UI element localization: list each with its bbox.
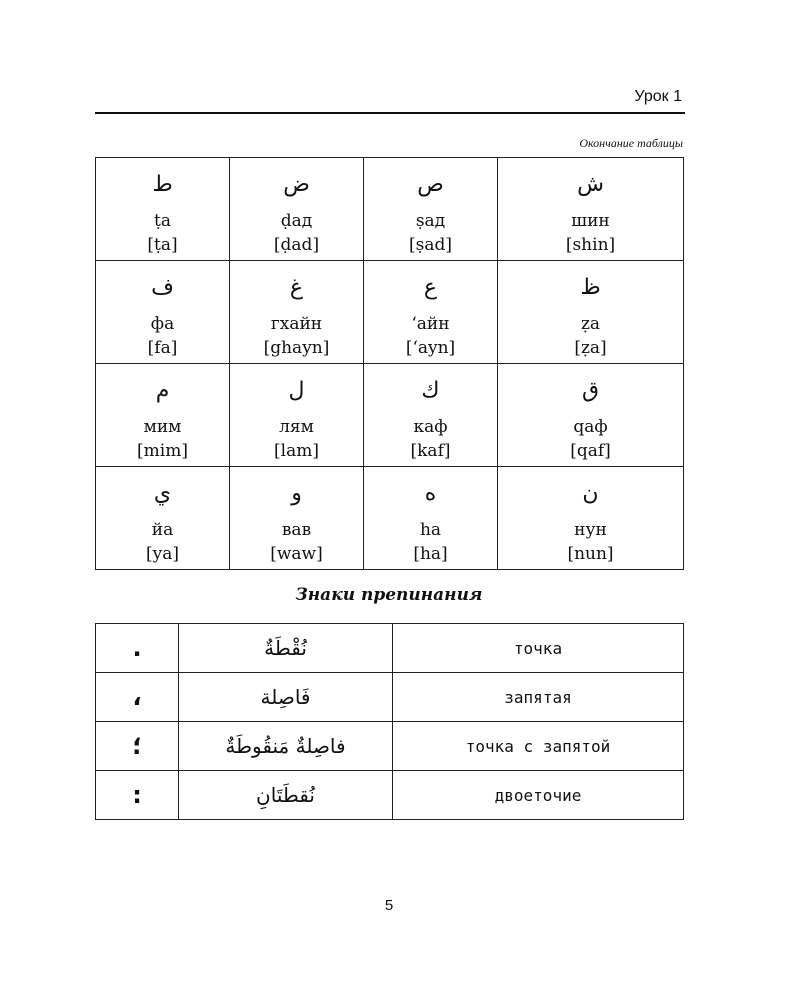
arabic-term: فَاصِلة xyxy=(260,685,311,709)
punctuation-table xyxy=(95,623,684,820)
arabic-letter: ش xyxy=(577,172,604,197)
letter-transliteration: [ṣad] xyxy=(408,235,452,255)
letter-cell xyxy=(230,364,364,467)
letter-name: ḍад xyxy=(280,211,313,231)
letter-transliteration: [waw] xyxy=(270,544,323,564)
letter-name: фа xyxy=(150,314,175,334)
letter-cell xyxy=(364,261,498,364)
letter-name: вав xyxy=(281,520,312,540)
letter-name: нун xyxy=(574,520,607,540)
alphabet-table xyxy=(95,157,684,570)
alphabet-row xyxy=(96,467,684,570)
punctuation-row xyxy=(96,722,684,771)
arabic-letter: ف xyxy=(151,275,174,300)
letter-transliteration: [ṭa] xyxy=(147,235,178,255)
punctuation-row xyxy=(96,624,684,673)
arabic-letter: ق xyxy=(581,378,600,403)
symbol-glyph: ؛ xyxy=(132,732,142,760)
letter-cell xyxy=(96,261,230,364)
letter-cell xyxy=(364,467,498,570)
symbol-glyph: ، xyxy=(132,683,142,711)
letter-name: ẓа xyxy=(580,314,601,334)
arabic-letter: م xyxy=(155,378,170,403)
letter-cell xyxy=(498,261,684,364)
alphabet-row xyxy=(96,261,684,364)
arabic-letter: غ xyxy=(289,275,304,300)
letter-cell xyxy=(230,261,364,364)
lesson-header: Урок 1 xyxy=(634,88,682,105)
arabic-letter: ه xyxy=(424,481,437,506)
arabic-letter: ع xyxy=(423,275,438,300)
letter-cell xyxy=(96,364,230,467)
arabic-letter: ن xyxy=(582,481,599,506)
letter-name: йа xyxy=(151,520,174,540)
russian-term-cell xyxy=(393,624,684,673)
russian-term: запятая xyxy=(504,687,572,707)
letter-transliteration: [lam] xyxy=(274,441,319,461)
punctuation-symbol xyxy=(96,771,179,820)
letter-name: шин xyxy=(571,211,610,231)
letter-name: лям xyxy=(279,417,314,437)
letter-transliteration: [fa] xyxy=(147,338,178,358)
alphabet-row xyxy=(96,364,684,467)
letter-transliteration: [kaf] xyxy=(410,441,451,461)
letter-transliteration: [ya] xyxy=(145,544,179,564)
symbol-glyph: . xyxy=(132,634,142,662)
arabic-term-cell xyxy=(179,771,393,820)
punctuation-symbol xyxy=(96,624,179,673)
arabic-term-cell xyxy=(179,673,393,722)
letter-cell xyxy=(96,467,230,570)
letter-transliteration: [nun] xyxy=(567,544,614,564)
arabic-term: نُقطَتَانِ xyxy=(256,783,315,807)
letter-name: ṭа xyxy=(154,211,171,231)
letter-name: мим xyxy=(143,417,182,437)
punctuation-symbol xyxy=(96,722,179,771)
russian-term-cell xyxy=(393,771,684,820)
arabic-term-cell xyxy=(179,722,393,771)
page-number: 5 xyxy=(384,897,394,914)
letter-name: ha xyxy=(419,520,442,540)
letter-cell xyxy=(498,467,684,570)
letter-name: ʻайн xyxy=(411,314,450,334)
alphabet-row xyxy=(96,158,684,261)
letter-cell xyxy=(498,158,684,261)
letter-transliteration: [ghayn] xyxy=(263,338,330,358)
russian-term: двоеточие xyxy=(494,785,582,805)
russian-term-cell xyxy=(393,673,684,722)
letter-name: qаф xyxy=(573,417,608,437)
letter-cell xyxy=(364,158,498,261)
letter-cell xyxy=(364,364,498,467)
arabic-term: نُقْطَةٌ xyxy=(264,636,307,660)
arabic-term: فاصِلةٌ مَنقُوطَةٌ xyxy=(225,734,346,758)
arabic-letter: ط xyxy=(152,172,173,197)
arabic-letter: ل xyxy=(288,378,305,403)
arabic-letter: ظ xyxy=(580,275,601,300)
punctuation-heading: Знаки препинания xyxy=(295,585,483,605)
letter-cell xyxy=(230,158,364,261)
letter-transliteration: [ḍad] xyxy=(273,235,320,255)
header-divider xyxy=(95,112,685,114)
arabic-letter: ي xyxy=(153,481,172,506)
table-continuation-note: Окончание таблицы xyxy=(579,136,683,150)
arabic-letter: ك xyxy=(421,378,440,403)
russian-term: точка xyxy=(513,638,563,658)
letter-transliteration: [ha] xyxy=(413,544,448,564)
letter-transliteration: [qaf] xyxy=(570,441,611,461)
letter-transliteration: [mim] xyxy=(137,441,188,461)
arabic-letter: ص xyxy=(417,172,444,197)
letter-cell xyxy=(96,158,230,261)
punctuation-row xyxy=(96,771,684,820)
arabic-letter: و xyxy=(291,481,302,506)
letter-transliteration: [ʻayn] xyxy=(405,338,456,358)
arabic-term-cell xyxy=(179,624,393,673)
letter-transliteration: [ẓa] xyxy=(574,338,607,358)
letter-cell xyxy=(230,467,364,570)
letter-name: каф xyxy=(413,417,448,437)
letter-transliteration: [shin] xyxy=(565,235,616,255)
russian-term: точка с запятой xyxy=(465,736,611,756)
letter-cell xyxy=(498,364,684,467)
letter-name: гхайн xyxy=(270,314,323,334)
letter-name: ṣад xyxy=(415,211,446,231)
punctuation-symbol xyxy=(96,673,179,722)
russian-term-cell xyxy=(393,722,684,771)
symbol-glyph: : xyxy=(132,781,142,809)
punctuation-row xyxy=(96,673,684,722)
arabic-letter: ض xyxy=(283,172,310,197)
